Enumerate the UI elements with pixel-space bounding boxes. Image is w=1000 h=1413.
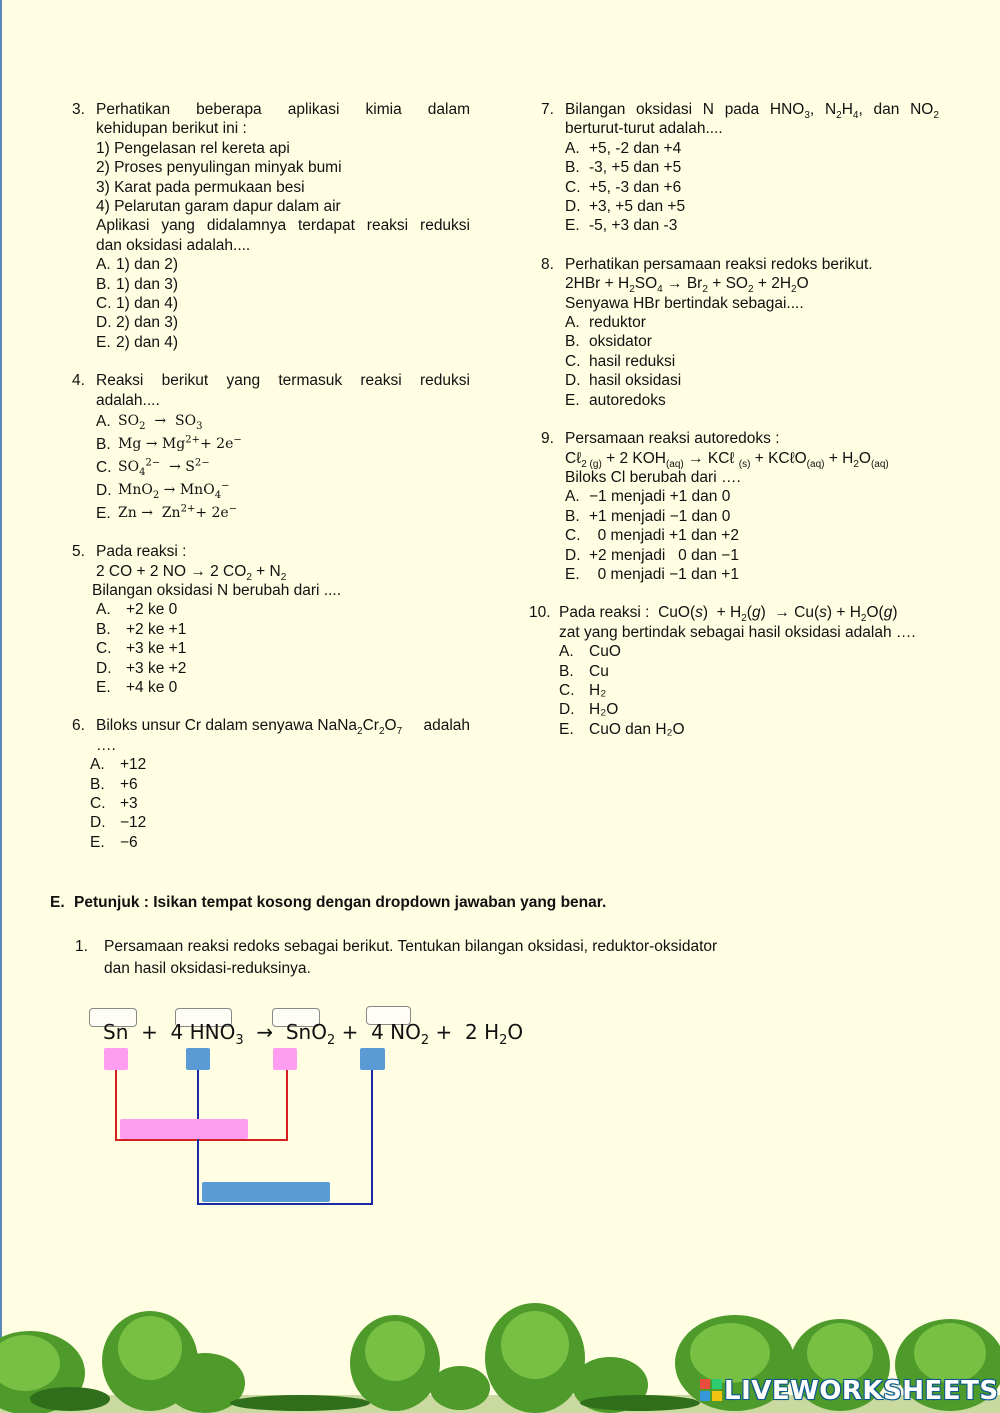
q10-option-e[interactable]: E. CuO dan H₂O (559, 720, 685, 738)
q3-option-a[interactable]: A. 1) dan 2) (96, 256, 179, 274)
section-e-instruction: E. Petunjuk : Isikan tempat kosong dengan dropdown jawaban yang benar. (50, 894, 607, 911)
liveworksheets-badge-icon (700, 1379, 722, 1401)
q9-option-e[interactable]: E. 0 menjadi −1 dan +1 (565, 565, 739, 583)
q5-option-c[interactable]: C. +3 ke +1 (96, 640, 187, 658)
q4-option-e[interactable]: E. $Zn \to Zn^{2+}+ 2e^-$ (96, 503, 238, 522)
q5-option-e[interactable]: E. +4 ke 0 (96, 678, 178, 696)
sn-role-dropdown[interactable] (104, 1048, 128, 1070)
question-10: 10. Pada reaksi : $CuO(s) + H_2(g) \to Cu(s) + H_2O(g)$ zat yang bertindak sebagai hasil oksidasi adalah …. A. CuO B. Cu C. H₂ D. H₂O E. CuO dan H₂O (529, 603, 939, 739)
q3-option-b[interactable]: B. 1) dan 3) (96, 275, 179, 293)
q7-option-a[interactable]: A. +5, -2 dan +4 (565, 139, 682, 157)
no2-role-dropdown[interactable] (360, 1048, 385, 1070)
q6-option-a[interactable]: A. +12 (90, 756, 147, 774)
blue-connector-bottom (197, 1203, 373, 1205)
q5-option-b[interactable]: B. +2 ke +1 (96, 620, 187, 638)
redox-equation: Sn + 4 $HNO_3 \to SnO_2 + 4$ $NO_2 + 2$ $H_2O$ (103, 1020, 524, 1048)
q10-option-a[interactable]: A. CuO (559, 643, 621, 661)
question-8: 8. Perhatikan persamaan reaksi redoks berikut. $2HBr + H_2SO_4 \to Br_2 + SO_2 + 2H_2O$ Senyawa HBr bertindak sebagai.... A. reduktor B. oksidator C. hasil reduksi D. hasil oksidasi E. autoredoks (541, 255, 939, 410)
q9-option-b[interactable]: B. +1 menjadi −1 dan 0 (565, 507, 731, 525)
q4-option-a[interactable]: A. $SO_2 \to SO_3$ (96, 412, 203, 432)
exercise-1-prompt: 1. Persamaan reaksi redoks sebagai berikut. Tentukan bilangan oksidasi, reduktor-oksidator dan hasil oksidasi-reduksinya. (75, 938, 718, 977)
q8-option-d[interactable]: D. hasil oksidasi (565, 372, 682, 390)
liveworksheets-logo: LIVEWORKSHEETS (700, 1376, 999, 1406)
q8-option-c[interactable]: C. hasil reduksi (565, 352, 676, 370)
red-connector-bottom (115, 1139, 288, 1141)
question-9: 9. Persamaan reaksi autoredoks : Cℓ$_{2 (g)}$ + 2 $KOH_{(aq)}$ → KCℓ $_{(s)}$ + KCℓO$_{(aq)}$ + $H_2O_{(aq)}$ Biloks Cl berubah dari …. A. −1 menjadi +1 dan 0 B. +1 menjadi −1 dan 0 C. 0 menjadi +1 dan +2 D. +2 menjadi 0 dan −1 E. 0 menjadi −1 dan +1 (541, 429, 939, 584)
q10-option-b[interactable]: B. Cu (559, 662, 609, 680)
q9-option-a[interactable]: A. −1 menjadi +1 dan 0 (565, 488, 731, 506)
sno2-role-dropdown[interactable] (273, 1048, 297, 1070)
q4-option-b[interactable]: B. $Mg \to Mg^{2+}+ 2e^-$ (96, 434, 242, 453)
q7-option-c[interactable]: C. +5, -3 dan +6 (565, 178, 682, 196)
question-6: 6. Biloks unsur Cr dalam senyawa $NaNa_2Cr_2O_7$ adalah …. A. +12 B. +6 C. +3 D. −12 E. −6 (72, 717, 470, 851)
red-connector-right (286, 1070, 288, 1141)
oxidation-product-dropdown[interactable] (120, 1119, 248, 1139)
question-7: 7. Bilangan oksidasi N pada $HNO_3$, $N_2H_4$, dan $NO_2$ berturut-turut adalah.... A. +5, -2 dan +4 B. -3, +5 dan +5 C. +5, -3 dan +6 D. +3, +5 dan +5 E. -5, +3 dan -3 (541, 101, 939, 235)
q4-option-d[interactable]: D. MnO$_2$ → MnO$_4$− (96, 480, 230, 501)
q8-equation: $2HBr + H_2SO_4 \to Br_2 + SO_2 + 2H_2O$ (565, 275, 809, 296)
right-column (529, 100, 939, 739)
question-3: 3. Perhatikan beberapa aplikasi kimia dalam kehidupan berikut ini : 1) Pengelasan rel kereta api 2) Proses penyulingan minyak bumi 3) Karat pada permukaan besi 4) Pelarutan garam dapur dalam air Aplikasi yang didalamnya terdapat reaksi reduksi dan oksidasi adalah.... A. 1) dan 2) B. 1) dan 3) C. 1) dan 4) D. 2) dan 3) E. 2) dan 4) (72, 101, 470, 351)
q3-option-d[interactable]: D. 2) dan 3) (96, 314, 179, 332)
q9-equation: Cℓ$_{2 (g)}$ + 2 $KOH_{(aq)}$ → KCℓ $_{(s)}$ + KCℓO$_{(aq)}$ + $H_2O_{(aq)}$ (565, 449, 889, 470)
q6-option-d[interactable]: D. −12 (90, 814, 147, 832)
q5-equation: 2 CO + 2 NO → 2 $CO_2 + N_2$ (96, 562, 287, 583)
hno3-role-dropdown[interactable] (186, 1048, 210, 1070)
q7-option-b[interactable]: B. -3, +5 dan +5 (565, 159, 682, 177)
reduction-product-dropdown[interactable] (202, 1182, 330, 1202)
q8-option-e[interactable]: E. autoredoks (565, 391, 666, 409)
q6-option-b[interactable]: B. +6 (90, 775, 138, 793)
q5-option-a[interactable]: A. +2 ke 0 (96, 601, 178, 619)
q9-option-d[interactable]: D. +2 menjadi 0 dan −1 (565, 546, 739, 564)
red-connector-left (115, 1070, 117, 1141)
left-column (72, 100, 470, 852)
q8-option-b[interactable]: B. oksidator (565, 333, 652, 351)
q6-option-e[interactable]: E. −6 (90, 833, 138, 851)
question-5: 5. Pada reaksi : 2 CO + 2 NO → 2 $CO_2 + N_2$ Bilangan oksidasi N berubah dari .... A. +2 ke 0 B. +2 ke +1 C. +3 ke +1 D. +3 ke +2 E. +4 ke 0 (72, 542, 470, 697)
q8-option-a[interactable]: A. reduktor (565, 314, 646, 332)
q3-option-c[interactable]: C. 1) dan 4) (96, 295, 179, 313)
q5-option-d[interactable]: D. +3 ke +2 (96, 659, 187, 677)
q10-option-c[interactable]: C. H₂ (559, 681, 607, 699)
q9-option-c[interactable]: C. 0 menjadi +1 dan +2 (565, 527, 739, 545)
q7-option-e[interactable]: E. -5, +3 dan -3 (565, 217, 678, 235)
question-4: 4. Reaksi berikut yang termasuk reaksi reduksi adalah.... A. $SO_2 \to SO_3$ B. $Mg \to Mg^{2+}+ 2e^-$ C. $SO_4^{2-} \to S^{2-}$ D. MnO$_2$ → MnO$_4$− E. $Zn \to Zn^{2+}+ 2e^-$ (72, 371, 470, 525)
page-left-border (0, 0, 2, 1413)
q10-option-d[interactable]: D. H₂O (559, 701, 619, 719)
q7-option-d[interactable]: D. +3, +5 dan +5 (565, 198, 686, 216)
q3-option-e[interactable]: E. 2) dan 4) (96, 333, 179, 351)
q6-option-c[interactable]: C. +3 (90, 794, 138, 812)
blue-connector-right (371, 1070, 373, 1205)
q4-option-c[interactable]: C. $SO_4^{2-} \to S^{2-}$ (96, 457, 210, 478)
